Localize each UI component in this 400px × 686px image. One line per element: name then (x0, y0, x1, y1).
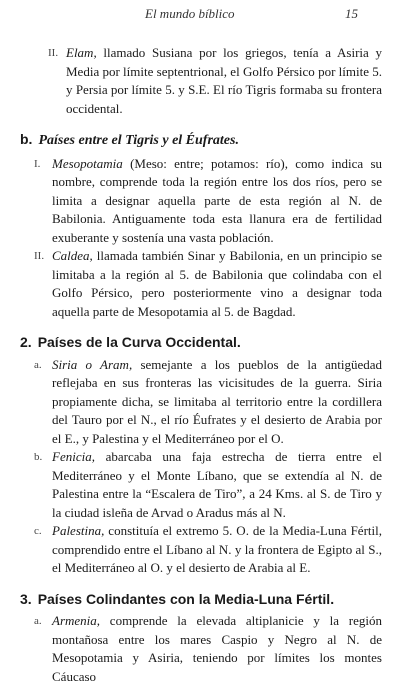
entry-palestina (34, 522, 382, 578)
section-heading-b (20, 130, 382, 151)
section-heading-3 (20, 590, 382, 609)
entry-elam (48, 44, 382, 118)
section-marker: b. (20, 131, 33, 147)
entry-marker: II. (48, 47, 59, 59)
entry-marker: b. (34, 451, 43, 463)
entry-marker: I. (34, 157, 41, 170)
section-title: Países entre el Tigris y el Éufrates. (38, 133, 239, 148)
entry-siria (34, 356, 382, 449)
running-header-title: El mundo bíblico (145, 6, 235, 21)
entry-name: Elam, (66, 45, 97, 60)
entry-caldea (34, 247, 382, 321)
page-body (20, 44, 382, 686)
section-marker: 3. (20, 590, 32, 607)
entry-marker: c. (34, 525, 42, 537)
entry-text: llamado Susiana por los griegos, tenía a Asiria y Media por límite septentrional, el Golfo Pérsico por límite 5. y Persia por límite 5. y S.E. El río Tigris formaba su frontera occidental. (66, 45, 382, 116)
entry-name: Fenicia, (52, 449, 95, 464)
section-heading-2 (20, 333, 382, 352)
entry-name: Caldea, (52, 248, 93, 263)
entry-fenicia (34, 448, 382, 522)
entry-marker: a. (34, 615, 42, 627)
entry-mesopotamia (34, 155, 382, 248)
entry-text: semejante a los pueblos de la antigüedad reflejaba en sus fronteras las vicisitudes de la guerra. Siria propiamente dicha, se limitaba al territorio entre la cordillera del Tauro por el N., el río Éufrates y el desierto de Arabia por el E., y Palestina y el Mediterráneo por el O. (52, 356, 383, 446)
entry-text: llamada también Sinar y Babilonia, en un principio se limitaba a la región al 5. de Babilonia que colindaba con el Golfo Pérsico, pero posteriormente vino a designar toda aquella parte de Mesopotamia al 5. de Bagdad. (52, 248, 383, 319)
entry-name: Armenia, (52, 613, 101, 628)
entry-marker: II. (34, 250, 45, 262)
section-marker: 2. (20, 334, 32, 350)
entry-armenia (34, 612, 382, 686)
entry-text: abarcaba una faja estrecha de tierra entre el Mediterráneo y el Monte Líbano, que se extendía al N. de Palestina entre la “Escalera de Tiro”, a 24 Kms. al S. de Tiro y la ciudad isleña de Arvad o Aradus más al N. (52, 449, 382, 520)
entry-name: Siria o Aram, (52, 356, 133, 372)
entry-marker: a. (34, 358, 42, 371)
entry-name: Palestina, (52, 523, 105, 538)
page-number: 15 (345, 6, 358, 21)
entry-name: Mesopotamia (52, 155, 123, 171)
section-title: Países Colindantes con la Media-Luna Fértil. (37, 590, 335, 607)
entry-text: (Meso: entre; potamos: río), como indica su nombre, comprende toda la región entre los dos ríos, pero se limita a designar aquella parte de esta región al N. de Babilonia. Antiguamente toda esta llanura era de fertilidad exuberante y sostenía una vasta población. (52, 155, 383, 245)
entry-text: constituía el extremo 5. O. de la Media-Luna Fértil, comprendido entre el Líbano al N. y la frontera de Egipto al S., el Mediterráneo al O. y el desierto de Arabia al E. (52, 523, 382, 575)
entry-text: comprende la elevada altiplanicie y la región montañosa entre los mares Caspio y Negro al N. de Mesopotamia y Asiria, teniendo por límites los montes Cáucaso (52, 613, 383, 684)
section-title: Países de la Curva Occidental. (37, 334, 241, 350)
